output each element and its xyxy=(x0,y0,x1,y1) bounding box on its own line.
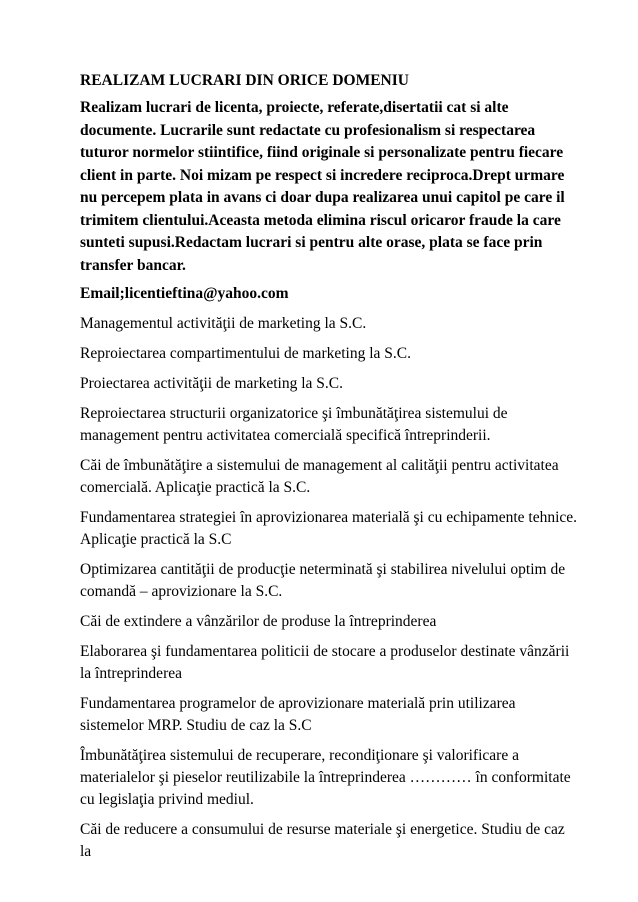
intro-paragraph: Realizam lucrari de licenta, proiecte, referate,disertatii cat si alte documente. Lucrarile sunt redactate cu profesionalism si respectarea tuturor normelor stiintifice, fiind originale si personalizate pentru fiecare client in parte. Noi mizam pe respect si incredere reciproca.Drept urmare nu percepem plata in avans ci doar dupa realizarea unui capitol pe care il trimitem clientului.Aceasta metoda elimina riscul oricaror fraude la care sunteti supusi.Redactam lucrari si pentru alte orase, plata se face prin transfer bancar. xyxy=(80,99,565,274)
topic-item: Căi de reducere a consumului de resurse materiale şi energetice. Studiu de caz la xyxy=(80,821,565,860)
topic-item: Proiectarea activităţii de marketing la S.C. xyxy=(80,375,343,392)
topic-item: Elaborarea şi fundamentarea politicii de stocare a produselor destinate vânzării la întreprinderea xyxy=(80,643,570,682)
topic-item: Fundamentarea programelor de aprovizionare materială prin utilizarea sistemelor MRP. Studiu de caz la S.C xyxy=(80,695,516,734)
topic-item: Căi de îmbunătăţire a sistemului de management al calităţii pentru activitatea comercială. Aplicaţie practică la S.C. xyxy=(80,457,559,496)
document-heading: REALIZAM LUCRARI DIN ORICE DOMENIU xyxy=(80,72,409,89)
topic-item: Fundamentarea strategiei în aprovizionarea materială şi cu echipamente tehnice. Aplicaţie practică la S.C xyxy=(80,509,578,548)
topic-item: Îmbunătăţirea sistemului de recuperare, recondiţionare şi valorificare a materialelor şi pieselor reutilizabile la întreprinderea ………… în conformitate cu legislaţia privind mediul. xyxy=(80,747,571,808)
topic-item: Reproiectarea compartimentului de marketing la S.C. xyxy=(80,345,411,362)
topic-list xyxy=(80,313,578,863)
topic-item: Reproiectarea structurii organizatorice şi îmbunătăţirea sistemului de management pentru activitatea comercială specifică întreprinderii. xyxy=(80,405,508,444)
topic-item: Optimizarea cantităţii de producţie neterminată şi stabilirea nivelului optim de comandă – aprovizionare la S.C. xyxy=(80,561,566,600)
topic-item: Căi de extindere a vânzărilor de produse la întreprinderea xyxy=(80,613,437,630)
contact-email: Email;licentieftina@yahoo.com xyxy=(80,285,289,302)
topic-item: Managementul activităţii de marketing la S.C. xyxy=(80,315,367,332)
